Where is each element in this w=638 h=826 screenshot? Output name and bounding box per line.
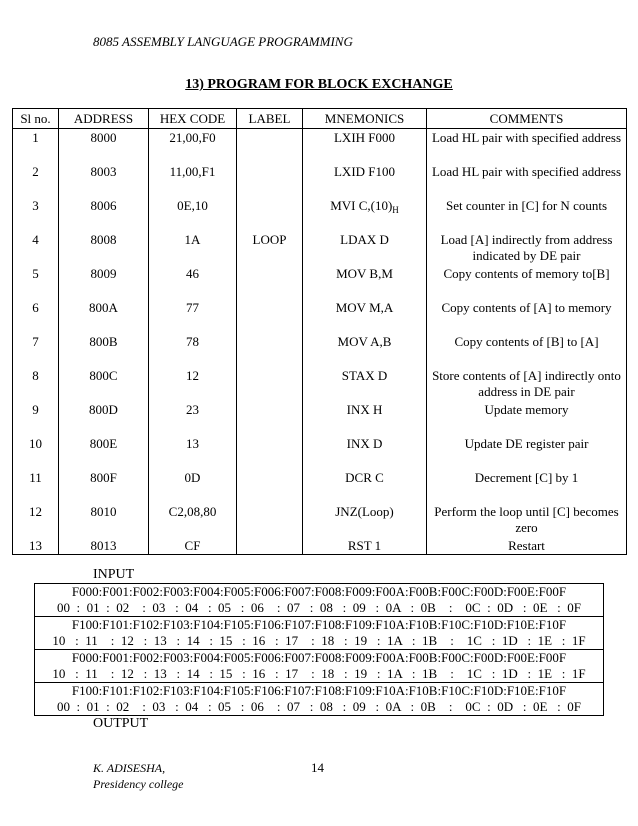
page-number: 14: [311, 760, 324, 775]
memory-address-row: [35, 584, 604, 601]
cell-hexcode: [149, 503, 237, 537]
cell-address: [59, 401, 149, 435]
cell-mnemonic-text: MOV M,A: [335, 299, 394, 315]
cell-label: [237, 163, 303, 197]
cell-address-text: 800B: [89, 333, 118, 349]
cell-hexcode-text: C2,08,80: [168, 503, 217, 519]
cell-mnemonic-text: LXIH F000: [333, 130, 396, 145]
cell-slno-text: 13: [29, 537, 42, 553]
cell-slno: [13, 299, 59, 333]
cell-comment: [427, 163, 627, 197]
cell-slno: [13, 537, 59, 555]
cell-address-text: 8013: [90, 537, 117, 553]
cell-slno-text: 9: [32, 401, 39, 417]
cell-mnemonic-text: DCR C: [345, 469, 384, 485]
cell-slno: [13, 129, 59, 163]
cell-comment-text: Store contents of [A] indirectly onto address in DE pair: [432, 367, 621, 399]
cell-slno-text: 3: [32, 197, 39, 213]
cell-mnemonic: [303, 299, 427, 333]
col-header-address: ADDRESS: [59, 109, 149, 129]
cell-slno: [13, 503, 59, 537]
memory-addresses: F000:F001:F002:F003:F004:F005:F006:F007:F008:F009:F00A:F00B:F00C:F00D:F00E:F00F: [35, 650, 604, 667]
cell-address: [59, 469, 149, 503]
cell-hexcode-text: 46: [186, 265, 199, 281]
cell-slno-text: 6: [32, 299, 39, 315]
cell-mnemonic-text: MOV A,B: [337, 333, 392, 349]
cell-comment: [427, 299, 627, 333]
program-title: 13) PROGRAM FOR BLOCK EXCHANGE: [185, 77, 453, 92]
cell-slno-text: 7: [32, 333, 39, 349]
memory-addresses: F000:F001:F002:F003:F004:F005:F006:F007:F008:F009:F00A:F00B:F00C:F00D:F00E:F00F: [35, 584, 604, 601]
cell-mnemonic-text: LXID F100: [333, 163, 396, 179]
cell-address: [59, 537, 149, 555]
memory-values: 10 : 11 : 12 : 13 : 14 : 15 : 16 : 17 : 18 : 19 : 1A : 1B : 1C : 1D : 1E : 1F: [35, 633, 604, 650]
cell-address-text: 8008: [90, 231, 117, 247]
table-row: [13, 367, 627, 401]
cell-hexcode-text: 0D: [184, 469, 201, 485]
cell-hexcode-text: 77: [186, 299, 199, 315]
cell-slno: [13, 231, 59, 265]
cell-slno-text: 1: [32, 130, 39, 145]
table-row: [13, 265, 627, 299]
table-row: [13, 469, 627, 503]
cell-comment: [427, 197, 627, 231]
cell-address-text: 800D: [89, 401, 118, 417]
col-header-mnemonics: MNEMONICS: [303, 109, 427, 129]
cell-slno: [13, 163, 59, 197]
cell-address-text: 8009: [90, 265, 117, 281]
footer-college: Presidency college: [93, 777, 184, 791]
cell-comment: [427, 469, 627, 503]
cell-comment-text: Copy contents of [B] to [A]: [454, 333, 599, 349]
cell-address: [59, 129, 149, 163]
cell-label: [237, 401, 303, 435]
cell-hexcode: [149, 537, 237, 555]
cell-comment-text: Restart: [508, 537, 545, 553]
cell-hexcode: [149, 163, 237, 197]
cell-address-text: 800C: [89, 367, 118, 383]
cell-slno-text: 4: [32, 231, 39, 247]
cell-mnemonic-text: RST 1: [347, 537, 382, 553]
cell-mnemonic-text: JNZ(Loop): [335, 503, 394, 519]
cell-mnemonic-text: LDAX D: [340, 231, 389, 247]
memory-value-row: [35, 600, 604, 617]
cell-hexcode: [149, 265, 237, 299]
cell-slno: [13, 333, 59, 367]
cell-comment-text: Update DE register pair: [464, 435, 589, 451]
cell-mnemonic: [303, 265, 427, 299]
cell-mnemonic: [303, 537, 427, 555]
cell-hexcode: [149, 435, 237, 469]
cell-comment: [427, 129, 627, 163]
cell-label: [237, 503, 303, 537]
col-header-comments: COMMENTS: [427, 109, 627, 129]
footer-author-block: [93, 760, 184, 792]
cell-address-text: 800F: [90, 469, 117, 485]
cell-mnemonic: [303, 503, 427, 537]
cell-comment-text: Load [A] indirectly from address indicated by DE pair: [440, 231, 613, 263]
cell-hexcode: [149, 469, 237, 503]
table-row: [13, 503, 627, 537]
table-row: [13, 299, 627, 333]
cell-label: [237, 435, 303, 469]
cell-hexcode: [149, 129, 237, 163]
cell-label: [237, 333, 303, 367]
memory-value-row: [35, 666, 604, 683]
cell-label-text: LOOP: [252, 231, 287, 247]
cell-address: [59, 299, 149, 333]
program-table-body: [13, 129, 627, 555]
cell-label: [237, 537, 303, 555]
cell-slno: [13, 367, 59, 401]
table-row: [13, 129, 627, 163]
cell-mnemonic-text: STAX D: [341, 367, 388, 383]
cell-slno-text: 8: [32, 367, 39, 383]
cell-mnemonic: [303, 231, 427, 265]
cell-label: [237, 129, 303, 163]
cell-address: [59, 367, 149, 401]
cell-mnemonic: [303, 197, 427, 231]
cell-slno-text: 12: [29, 503, 42, 519]
cell-comment: [427, 265, 627, 299]
cell-mnemonic: [303, 401, 427, 435]
cell-slno: [13, 435, 59, 469]
cell-address: [59, 435, 149, 469]
cell-address-text: 800A: [89, 299, 118, 315]
cell-address: [59, 503, 149, 537]
cell-hexcode: [149, 299, 237, 333]
table-row: [13, 401, 627, 435]
cell-address-text: 800E: [89, 435, 118, 451]
cell-comment: [427, 333, 627, 367]
cell-mnemonic-text: MOV B,M: [336, 265, 393, 281]
memory-values: 10 : 11 : 12 : 13 : 14 : 15 : 16 : 17 : 18 : 19 : 1A : 1B : 1C : 1D : 1E : 1F: [35, 666, 604, 683]
cell-label: [237, 231, 303, 265]
cell-address-text: 8003: [90, 163, 117, 179]
table-row: [13, 333, 627, 367]
cell-mnemonic-text: MVI C,(10): [330, 197, 393, 213]
table-row: [13, 197, 627, 231]
memory-address-row: [35, 617, 604, 634]
memory-address-row: [35, 683, 604, 700]
subscript-text: H: [392, 204, 399, 215]
cell-hexcode-text: 0E,10: [177, 197, 208, 213]
cell-comment-text: Perform the loop until [C] becomes zero: [434, 503, 619, 535]
footer-author: K. ADISESHA,: [93, 761, 166, 775]
cell-hexcode-text: 1A: [184, 231, 201, 247]
cell-slno: [13, 197, 59, 231]
cell-hexcode-text: CF: [184, 537, 201, 553]
cell-mnemonic: [303, 367, 427, 401]
cell-mnemonic: [303, 129, 427, 163]
cell-hexcode-text: 13: [186, 435, 199, 451]
cell-address: [59, 333, 149, 367]
cell-comment: [427, 231, 627, 265]
cell-hexcode: [149, 401, 237, 435]
cell-comment: [427, 503, 627, 537]
cell-slno-text: 2: [32, 163, 39, 179]
memory-values: 00 : 01 : 02 : 03 : 04 : 05 : 06 : 07 : 08 : 09 : 0A : 0B : 0C : 0D : 0E : 0F: [35, 699, 604, 716]
cell-mnemonic-text: INX H: [346, 401, 383, 417]
cell-slno: [13, 469, 59, 503]
cell-mnemonic: [303, 435, 427, 469]
cell-comment-text: Update memory: [484, 401, 569, 417]
cell-comment: [427, 537, 627, 555]
cell-slno: [13, 265, 59, 299]
cell-comment: [427, 435, 627, 469]
cell-label: [237, 299, 303, 333]
cell-comment-text: Set counter in [C] for N counts: [445, 197, 608, 213]
table-row: [13, 231, 627, 265]
cell-slno-text: 11: [29, 469, 42, 485]
memory-addresses: F100:F101:F102:F103:F104:F105:F106:F107:F108:F109:F10A:F10B:F10C:F10D:F10E:F10F: [35, 683, 604, 700]
col-header-label: LABEL: [237, 109, 303, 129]
cell-comment-text: Copy contents of [A] to memory: [441, 299, 612, 315]
cell-label: [237, 265, 303, 299]
cell-hexcode-text: 78: [186, 333, 199, 349]
cell-address: [59, 163, 149, 197]
memory-address-row: [35, 650, 604, 667]
cell-address: [59, 197, 149, 231]
memory-values: 00 : 01 : 02 : 03 : 04 : 05 : 06 : 07 : 08 : 09 : 0A : 0B : 0C : 0D : 0E : 0F: [35, 600, 604, 617]
input-label: INPUT: [93, 567, 135, 582]
cell-hexcode-text: 12: [186, 367, 199, 383]
memory-table: [34, 583, 604, 716]
table-row: [13, 163, 627, 197]
col-header-hexcode: HEX CODE: [149, 109, 237, 129]
cell-mnemonic: [303, 163, 427, 197]
table-row: [13, 435, 627, 469]
cell-hexcode: [149, 367, 237, 401]
cell-hexcode-text: 23: [186, 401, 199, 417]
cell-comment-text: Load HL pair with specified address: [431, 130, 622, 145]
cell-comment-text: Copy contents of memory to[B]: [443, 265, 610, 281]
cell-hexcode-text: 21,00,F0: [169, 130, 216, 145]
cell-slno: [13, 401, 59, 435]
cell-address-text: 8010: [90, 503, 117, 519]
cell-comment-text: Decrement [C] by 1: [474, 469, 579, 485]
cell-hexcode-text: 11,00,F1: [169, 163, 216, 179]
cell-hexcode: [149, 333, 237, 367]
memory-value-row: [35, 633, 604, 650]
cell-label: [237, 367, 303, 401]
cell-hexcode: [149, 197, 237, 231]
cell-slno-text: 10: [29, 435, 42, 451]
memory-addresses: F100:F101:F102:F103:F104:F105:F106:F107:F108:F109:F10A:F10B:F10C:F10D:F10E:F10F: [35, 617, 604, 634]
cell-address: [59, 231, 149, 265]
running-header: 8085 ASSEMBLY LANGUAGE PROGRAMMING: [93, 34, 353, 49]
cell-comment: [427, 401, 627, 435]
program-table: [12, 108, 627, 555]
cell-mnemonic: [303, 469, 427, 503]
memory-value-row: [35, 699, 604, 716]
cell-address: [59, 265, 149, 299]
cell-address-text: 8006: [90, 197, 117, 213]
output-label: OUTPUT: [93, 716, 149, 731]
cell-address-text: 8000: [90, 130, 117, 145]
cell-mnemonic-text: INX D: [346, 435, 383, 451]
cell-comment-text: Load HL pair with specified address: [431, 163, 622, 179]
cell-hexcode: [149, 231, 237, 265]
table-header-row: [13, 109, 627, 129]
cell-label: [237, 197, 303, 231]
cell-mnemonic: [303, 333, 427, 367]
cell-slno-text: 5: [32, 265, 39, 281]
cell-label: [237, 469, 303, 503]
table-row: [13, 537, 627, 555]
col-header-slno: Sl no.: [13, 109, 59, 129]
cell-comment: [427, 367, 627, 401]
